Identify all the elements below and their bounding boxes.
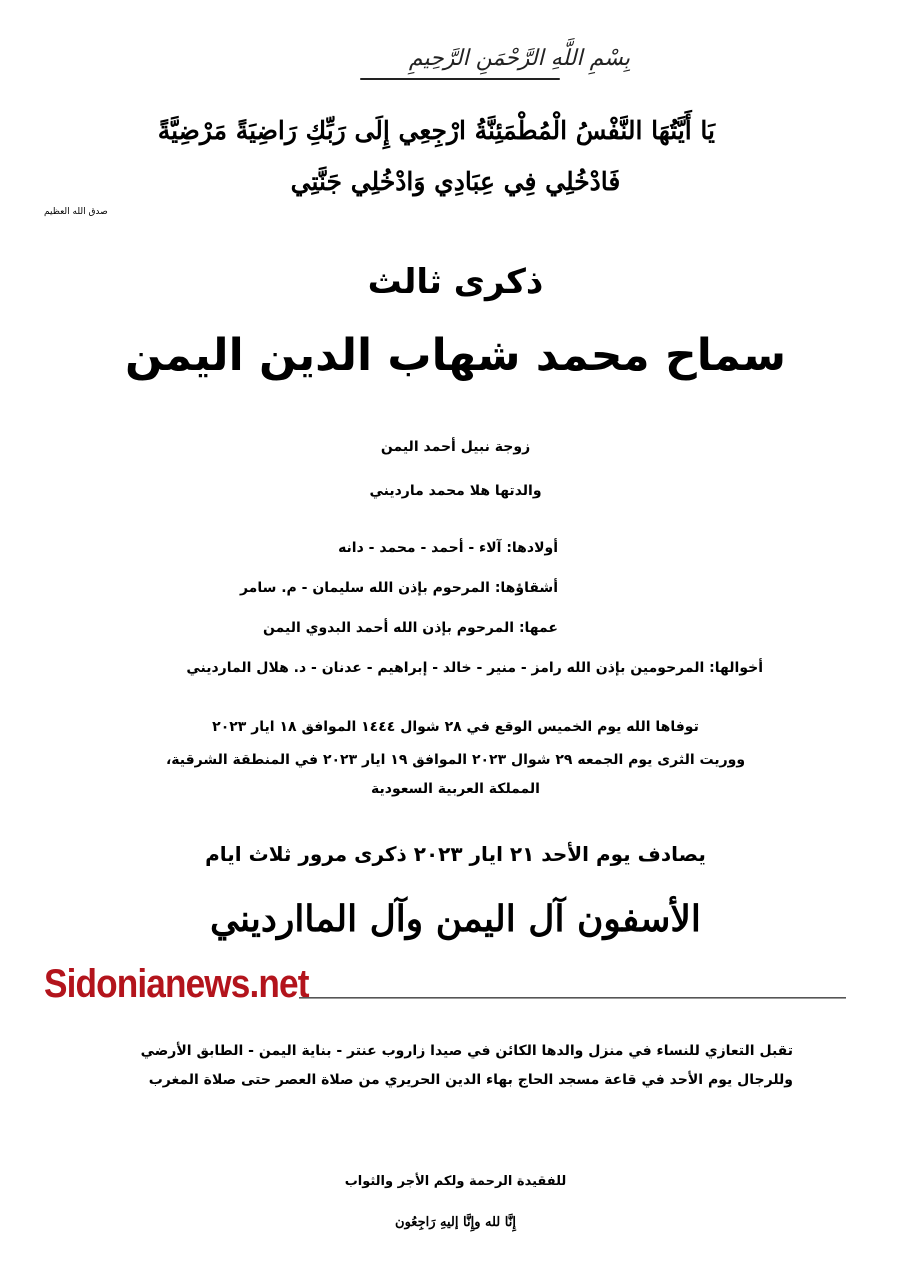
husband-line: زوجة نبيل أحمد اليمن: [380, 439, 531, 455]
siblings-line: أشقاؤها: المرحوم بإذن الله سليمان - م. سامر: [239, 580, 558, 596]
divider-line: [299, 997, 846, 999]
death-date-line: توفاها الله يوم الخميس الوقع في ٢٨ شوال ١٤٤٤ الموافق ١٨ ايار ٢٠٢٣: [212, 719, 699, 735]
memorial-title: ذكرى ثالث: [367, 262, 544, 302]
watermark-row: [44, 960, 846, 1010]
condolence-women-line: تقبل التعازي للنساء في منزل والدها الكائن في صيدا زاروب عنتر - بناية اليمن - الطابق الأرضي: [140, 1043, 793, 1059]
basmala-stroke: [360, 78, 560, 80]
deceased-name: سماح محمد شهاب الدين اليمن: [125, 330, 786, 381]
quran-verse-line-2: فَادْخُلِي فِي عِبَادِي وَادْخُلِي جَنَّتِي: [290, 167, 621, 196]
sadaqa-text: صدق الله العظيم: [44, 207, 108, 217]
maternal-uncles-line: أخوالها: المرحومين بإذن الله رامز - منير - خالد - إبراهيم - عدنان - د. هلال المارديني: [186, 660, 763, 676]
quran-verse-line-1: يَا أَيَّتُهَا النَّفْسُ الْمُطْمَئِنَّةُ ارْجِعِي إِلَى رَبِّكِ رَاضِيَةً مَرْضِيَّةً: [157, 116, 715, 145]
basmala-calligraphy: [290, 40, 630, 100]
paternal-uncle-line: عمها: المرحوم بإذن الله أحمد البدوي اليمن: [263, 620, 558, 636]
third-day-notice: يصادف يوم الأحد ٢١ ايار ٢٠٢٣ ذكرى مرور ثلاث ايام: [205, 842, 706, 866]
condolence-men-line: وللرجال يوم الأحد في قاعة مسجد الحاج بهاء الدين الحريري من صلاة العصر حتى صلاة المغرب: [148, 1072, 793, 1088]
mourners-line: الأسفون آل اليمن وآل الماارديني: [210, 898, 701, 940]
mother-line: والدتها هلا محمد مارديني: [369, 483, 542, 499]
basmala-text: بِسْمِ اللَّهِ الرَّحْمَنِ الرَّحِيمِ: [408, 46, 630, 71]
burial-line: ووريت الثرى يوم الجمعه ٢٩ شوال ٢٠٢٣ الموافق ١٩ ايار ٢٠٢٣ في المنطقة الشرقية،: [165, 752, 746, 768]
children-line: أولادها: آلاء - أحمد - محمد - دانه: [338, 540, 558, 556]
inna-lillah-line: إِنَّا لله وإِنَّا إليهِ رَاجِعُون: [395, 1215, 516, 1230]
burial-country-line: المملكة العربية السعودية: [371, 781, 540, 797]
mercy-line: للفقيدة الرحمة ولكم الأجر والثواب: [344, 1174, 567, 1189]
watermark-text: Sidonianews.net: [44, 962, 309, 1006]
